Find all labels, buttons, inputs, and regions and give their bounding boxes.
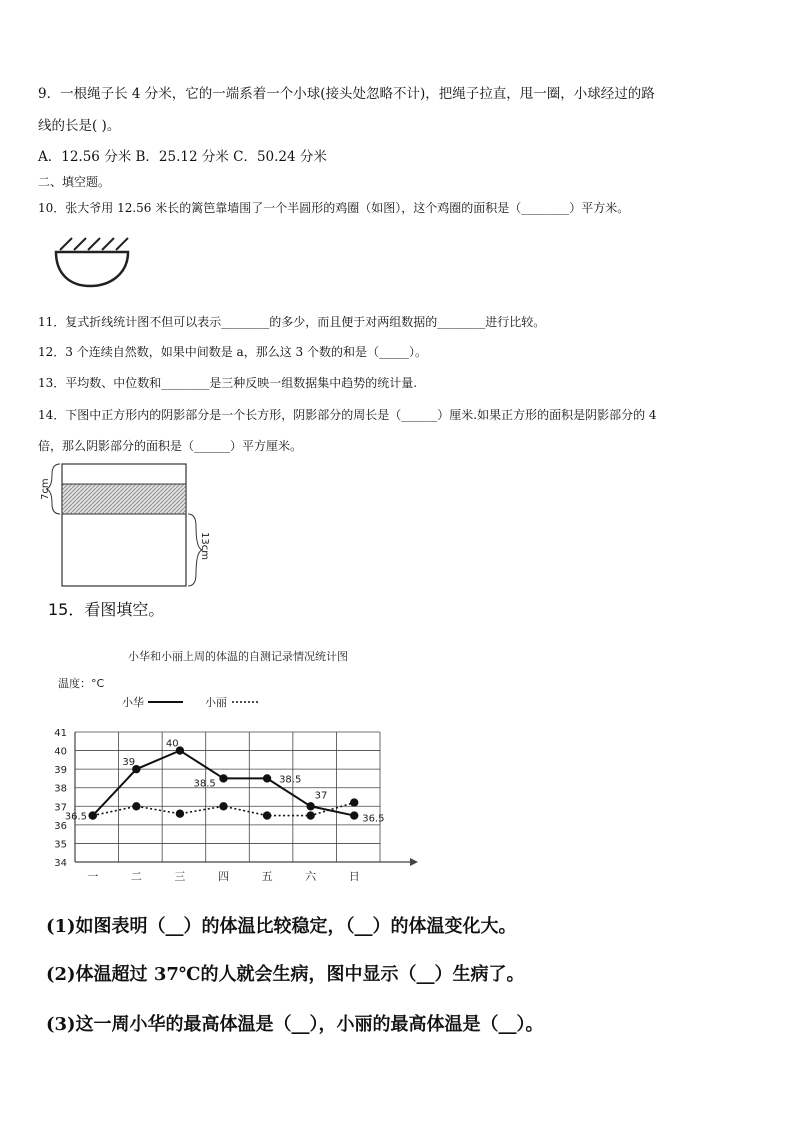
x-axis-arrow: [410, 858, 418, 866]
q15-text: 15．看图填空。: [48, 600, 165, 619]
y-tick-label: 40: [54, 746, 67, 758]
q12-text: 12．3 个连续自然数，如果中间数是 a，那么这 3 个数的和是（_____）。: [38, 345, 427, 359]
data-point: [306, 802, 314, 810]
y-tick-label: 39: [54, 765, 67, 777]
data-point: [219, 802, 227, 810]
x-tick-label: 二: [130, 870, 142, 883]
x-tick-label: 三: [174, 870, 186, 883]
data-point: [263, 811, 271, 819]
q15-sub1: (1)如图表明（__）的体温比较稳定，（__）的体温变化大。: [46, 916, 517, 937]
q13-text: 13．平均数、中位数和________是三种反映一组数据集中趋势的统计量.: [38, 376, 418, 390]
legend: [122, 695, 260, 709]
data-point: [350, 798, 358, 806]
data-point: [132, 802, 140, 810]
y-axis-label: 温度：°C: [58, 677, 105, 690]
section-title: 二、填空题。: [38, 175, 111, 189]
data-label: 36.5: [362, 813, 385, 825]
q10-figure: [50, 232, 140, 290]
q15-sub2: (2)体温超过 37℃的人就会生病，图中显示（__）生病了。: [46, 964, 525, 985]
y-tick-label: 35: [54, 839, 67, 851]
data-point: [306, 811, 314, 819]
data-point: [350, 811, 358, 819]
q9-line2: 线的长是( )。: [38, 118, 121, 134]
x-tick-labels: [87, 870, 359, 883]
chart-title: 小华和小丽上周的体温的自测记录情况统计图: [128, 650, 348, 663]
q15-sub3: (3)这一周小华的最高体温是（__），小丽的最高体温是（__）。: [46, 1014, 544, 1035]
x-tick-label: 五: [261, 870, 273, 883]
label-13cm: 13cm: [199, 532, 210, 560]
data-label: 40: [165, 738, 179, 750]
y-tick-label: 37: [54, 802, 67, 814]
q14-figure: [36, 460, 216, 590]
x-tick-label: 四: [218, 870, 229, 883]
q14-line2: 倍，那么阴影部分的面积是（______）平方厘米。: [38, 439, 303, 453]
y-tick-label: 34: [54, 858, 67, 869]
data-label: 38.5: [193, 778, 216, 790]
q11-text: 11．复式折线统计图不但可以表示________的多少，而且便于对两组数据的________进行比较。: [38, 315, 546, 329]
chart-grid: [75, 732, 418, 866]
y-tick-label: 38: [54, 783, 67, 795]
data-label: 36.5: [64, 811, 88, 823]
q9-options: A．12.56 分米 B．25.12 分米 C．50.24 分米: [38, 149, 327, 165]
data-label: 38.5: [279, 774, 302, 786]
legend-label-xiaoli: 小丽: [205, 696, 227, 709]
shaded-rectangle: [62, 484, 186, 514]
x-tick-label: 一: [87, 870, 99, 883]
y-tick-label: 36: [54, 820, 67, 832]
legend-label-xiaohua: 小华: [122, 696, 144, 709]
data-point: [263, 774, 271, 782]
label-7cm: 7cm: [40, 478, 51, 500]
y-tick-label: 41: [54, 728, 67, 739]
data-point: [176, 810, 184, 818]
data-label: 39: [122, 757, 136, 769]
data-point: [89, 811, 97, 819]
x-tick-label: 日: [348, 870, 360, 883]
data-label: 37: [314, 790, 328, 802]
q9-line1: 9．一根绳子长 4 分米，它的一端系着一个小球(接头处忽略不计)，把绳子拉直，甩一圈，小球经过的路: [38, 86, 655, 102]
x-tick-label: 六: [305, 870, 317, 883]
temperature-chart: [40, 640, 420, 885]
q14-line1: 14．下图中正方形内的阴影部分是一个长方形，阴影部分的周长是（______）厘米.如果正方形的面积是阴影部分的 4: [38, 408, 657, 422]
data-point: [219, 774, 227, 782]
y-tick-labels: [54, 728, 67, 869]
q10-text: 10．张大爷用 12.56 米长的篱笆靠墙围了一个半圆形的鸡圈（如图），这个鸡圈的面积是（________）平方米。: [38, 201, 630, 215]
